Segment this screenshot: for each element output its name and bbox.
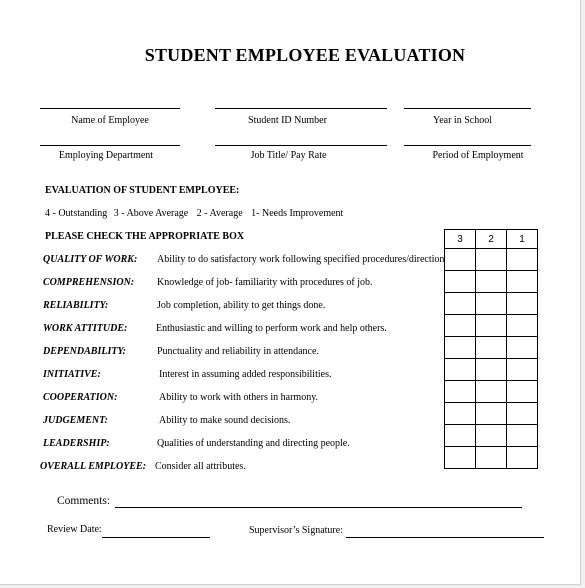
rating-row-reliability	[445, 293, 538, 315]
criterion-comprehension: COMPREHENSION:	[43, 277, 135, 288]
rating-grid	[444, 229, 538, 469]
rating-checkbox[interactable]	[476, 403, 507, 425]
name-of-employee-field[interactable]	[40, 108, 180, 109]
rating-checkbox[interactable]	[507, 271, 538, 293]
rating-column-3: 3	[445, 230, 476, 249]
rating-checkbox[interactable]	[507, 381, 538, 403]
rating-checkbox[interactable]	[445, 337, 476, 359]
name-of-employee-label: Name of Employee	[71, 115, 149, 126]
criterion-initiative-description: Interest in assuming added responsibilities.	[159, 369, 332, 380]
rating-column-1: 1	[507, 230, 538, 249]
period-of-employment-field[interactable]	[404, 145, 531, 146]
comments-label: Comments:	[57, 495, 111, 507]
criterion-work-attitude-description: Enthusiastic and willing to perform work and help others.	[156, 323, 387, 334]
rating-checkbox[interactable]	[476, 381, 507, 403]
job-title-pay-rate-label: Job Title/ Pay Rate	[250, 150, 327, 161]
rating-checkbox[interactable]	[507, 315, 538, 337]
rating-scale	[45, 208, 343, 219]
criterion-overall-employee-description: Consider all attributes.	[155, 461, 246, 472]
rating-checkbox[interactable]	[445, 293, 476, 315]
criterion-cooperation-description: Ability to work with others in harmony.	[159, 392, 319, 403]
rating-checkbox[interactable]	[445, 381, 476, 403]
scale-above-average: 3 - Above Average	[113, 208, 189, 219]
rating-checkbox[interactable]	[507, 249, 538, 271]
criterion-leadership-description: Qualities of understanding and directing people.	[157, 438, 350, 449]
rating-row-comprehension	[445, 271, 538, 293]
rating-column-2: 2	[476, 230, 507, 249]
rating-checkbox[interactable]	[507, 337, 538, 359]
student-id-number-label: Student ID Number	[248, 115, 327, 126]
check-box-heading: PLEASE CHECK THE APPROPRIATE BOX	[45, 231, 245, 242]
rating-checkbox[interactable]	[445, 403, 476, 425]
rating-checkbox[interactable]	[507, 293, 538, 315]
rating-row-quality-of-work	[445, 249, 538, 271]
criterion-judgement: JUDGEMENT:	[43, 415, 108, 426]
criterion-quality-of-work-description: Ability to do satisfactory work following specified procedures/direction	[157, 254, 445, 265]
rating-checkbox[interactable]	[476, 447, 507, 469]
supervisor-signature-field[interactable]	[346, 537, 544, 538]
criterion-work-attitude: WORK ATTITUDE:	[43, 323, 128, 334]
rating-checkbox[interactable]	[476, 293, 507, 315]
criterion-comprehension-description: Knowledge of job- familiarity with procedures of job.	[157, 277, 373, 288]
rating-checkbox[interactable]	[476, 425, 507, 447]
rating-row-work-attitude	[445, 315, 538, 337]
year-in-school-field[interactable]	[404, 108, 531, 109]
criterion-dependability: DEPENDABILITY:	[43, 346, 126, 357]
period-of-employment-label: Period of Employment	[432, 150, 524, 161]
criterion-initiative: INITIATIVE:	[43, 369, 101, 380]
rating-checkbox[interactable]	[445, 359, 476, 381]
rating-checkbox[interactable]	[445, 271, 476, 293]
rating-checkbox[interactable]	[445, 315, 476, 337]
scale-outstanding: 4 - Outstanding	[45, 208, 108, 219]
criterion-quality-of-work: QUALITY OF WORK:	[43, 254, 138, 265]
scale-needs-improvement: 1- Needs Improvement	[251, 208, 344, 219]
rating-checkbox[interactable]	[507, 403, 538, 425]
rating-checkbox[interactable]	[445, 249, 476, 271]
rating-checkbox[interactable]	[476, 271, 507, 293]
criterion-cooperation: COOPERATION:	[43, 392, 118, 403]
rating-checkbox[interactable]	[507, 447, 538, 469]
job-title-pay-rate-field[interactable]	[215, 145, 387, 146]
comments-field[interactable]	[115, 507, 522, 508]
rating-row-overall-employee	[445, 447, 538, 469]
employing-department-field[interactable]	[40, 145, 180, 146]
rating-checkbox[interactable]	[476, 249, 507, 271]
rating-checkbox[interactable]	[476, 337, 507, 359]
employing-department-label: Employing Department	[58, 150, 154, 161]
rating-checkbox[interactable]	[476, 315, 507, 337]
form-title: STUDENT EMPLOYEE EVALUATION	[144, 45, 466, 65]
rating-row-initiative	[445, 359, 538, 381]
scale-average: 2 - Average	[196, 208, 243, 219]
year-in-school-label: Year in School	[433, 115, 492, 126]
criterion-reliability: RELIABILITY:	[43, 300, 109, 311]
criterion-judgement-description: Ability to make sound decisions.	[159, 415, 291, 426]
rating-row-leadership	[445, 425, 538, 447]
criterion-reliability-description: Job completion, ability to get things done.	[157, 300, 326, 311]
rating-row-dependability	[445, 337, 538, 359]
rating-checkbox[interactable]	[507, 359, 538, 381]
rating-grid-header	[445, 230, 538, 249]
criterion-dependability-description: Punctuality and reliability in attendance.	[157, 346, 319, 357]
review-date-field[interactable]	[102, 537, 210, 538]
supervisor-signature-label: Supervisor’s Signature:	[249, 525, 343, 536]
evaluation-heading: EVALUATION OF STUDENT EMPLOYEE:	[45, 185, 240, 196]
rating-checkbox[interactable]	[445, 425, 476, 447]
rating-checkbox[interactable]	[507, 425, 538, 447]
rating-row-cooperation	[445, 381, 538, 403]
rating-row-judgement	[445, 403, 538, 425]
student-id-number-field[interactable]	[215, 108, 387, 109]
criterion-leadership: LEADERSHIP:	[43, 438, 110, 449]
rating-checkbox[interactable]	[476, 359, 507, 381]
criterion-overall-employee: OVERALL EMPLOYEE:	[40, 461, 147, 472]
rating-checkbox[interactable]	[445, 447, 476, 469]
review-date-label: Review Date:	[47, 524, 102, 535]
